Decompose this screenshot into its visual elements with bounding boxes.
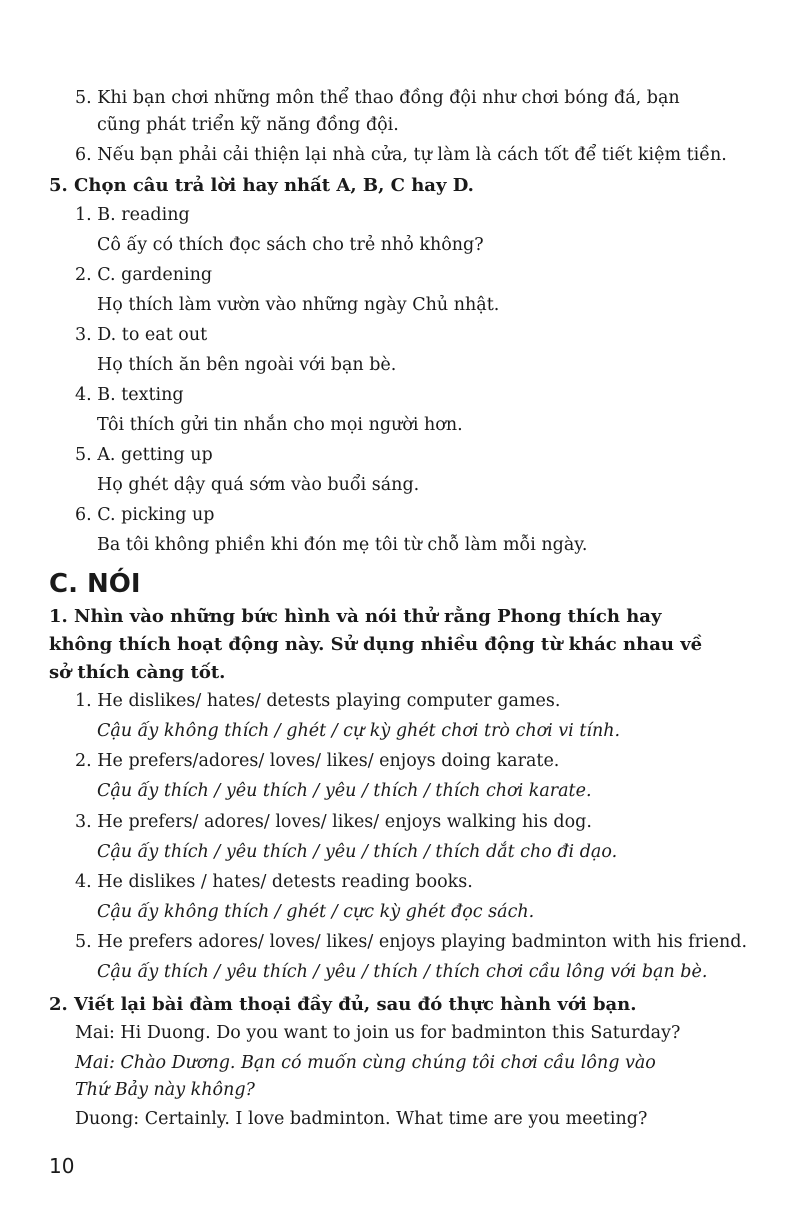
section-5-heading: 5. Chọn câu trả lời hay nhất A, B, C hay D.: [49, 175, 474, 196]
s5-translation-3: Họ thích ăn bên ngoài với bạn bè.: [97, 355, 397, 375]
task-1-heading-line-1: 1. Nhìn vào những bức hình và nói thử rằng Phong thích hay: [49, 606, 662, 627]
s5-answer-2: 2. C. gardening: [75, 265, 213, 285]
dialogue-line-3: Thứ Bảy này không?: [75, 1080, 255, 1100]
s5-translation-2: Họ thích làm vườn vào những ngày Chủ nhật.: [97, 295, 500, 315]
dialogue-line-4: Duong: Certainly. I love badminton. What time are you meeting?: [75, 1109, 648, 1129]
s5-answer-1: 1. B. reading: [75, 205, 190, 225]
item-6: 6. Nếu bạn phải cải thiện lại nhà cửa, tự làm là cách tốt để tiết kiệm tiền.: [75, 145, 727, 165]
s5-answer-4: 4. B. texting: [75, 385, 184, 405]
task-2-heading: 2. Viết lại bài đàm thoại đầy đủ, sau đó thực hành với bạn.: [49, 994, 637, 1015]
item-5-line-1: 5. Khi bạn chơi những môn thể thao đồng đội như chơi bóng đá, bạn: [75, 88, 680, 108]
dialogue-line-2: Mai: Chào Dương. Bạn có muốn cùng chúng tôi chơi cầu lông vào: [75, 1053, 656, 1073]
s5-answer-6: 6. C. picking up: [75, 505, 215, 525]
page-number: 10: [49, 1154, 75, 1178]
s5-translation-1: Cô ấy có thích đọc sách cho trẻ nhỏ không?: [97, 235, 484, 255]
s5-translation-5: Họ ghét dậy quá sớm vào buổi sáng.: [97, 475, 420, 495]
t1-english-2: 2. He prefers/adores/ loves/ likes/ enjoys doing karate.: [75, 751, 560, 771]
s5-translation-4: Tôi thích gửi tin nhắn cho mọi người hơn.: [97, 415, 463, 435]
t1-english-1: 1. He dislikes/ hates/ detests playing computer games.: [75, 691, 561, 711]
dialogue-line-1: Mai: Hi Duong. Do you want to join us for badminton this Saturday?: [75, 1023, 681, 1043]
t1-vietnamese-3: Cậu ấy thích / yêu thích / yêu / thích / thích dắt cho đi dạo.: [97, 842, 618, 862]
t1-vietnamese-2: Cậu ấy thích / yêu thích / yêu / thích / thích chơi karate.: [97, 781, 592, 801]
t1-vietnamese-1: Cậu ấy không thích / ghét / cự kỳ ghét chơi trò chơi vi tính.: [97, 721, 621, 741]
s5-answer-3: 3. D. to eat out: [75, 325, 208, 345]
task-1-heading-line-2: không thích hoạt động này. Sử dụng nhiều động từ khác nhau về: [49, 634, 703, 655]
task-1-heading-line-3: sở thích càng tốt.: [49, 662, 226, 683]
t1-english-3: 3. He prefers/ adores/ loves/ likes/ enjoys walking his dog.: [75, 812, 592, 832]
t1-vietnamese-5: Cậu ấy thích / yêu thích / yêu / thích / thích chơi cầu lông với bạn bè.: [97, 962, 708, 982]
item-5-line-2: cũng phát triển kỹ năng đồng đội.: [97, 115, 399, 135]
s5-translation-6: Ba tôi không phiền khi đón mẹ tôi từ chỗ làm mỗi ngày.: [97, 535, 588, 555]
t1-english-5: 5. He prefers adores/ loves/ likes/ enjoys playing badminton with his friend.: [75, 932, 748, 952]
t1-vietnamese-4: Cậu ấy không thích / ghét / cực kỳ ghét đọc sách.: [97, 902, 535, 922]
section-c-title: C. NÓI: [49, 569, 141, 599]
s5-answer-5: 5. A. getting up: [75, 445, 213, 465]
t1-english-4: 4. He dislikes / hates/ detests reading books.: [75, 872, 473, 892]
